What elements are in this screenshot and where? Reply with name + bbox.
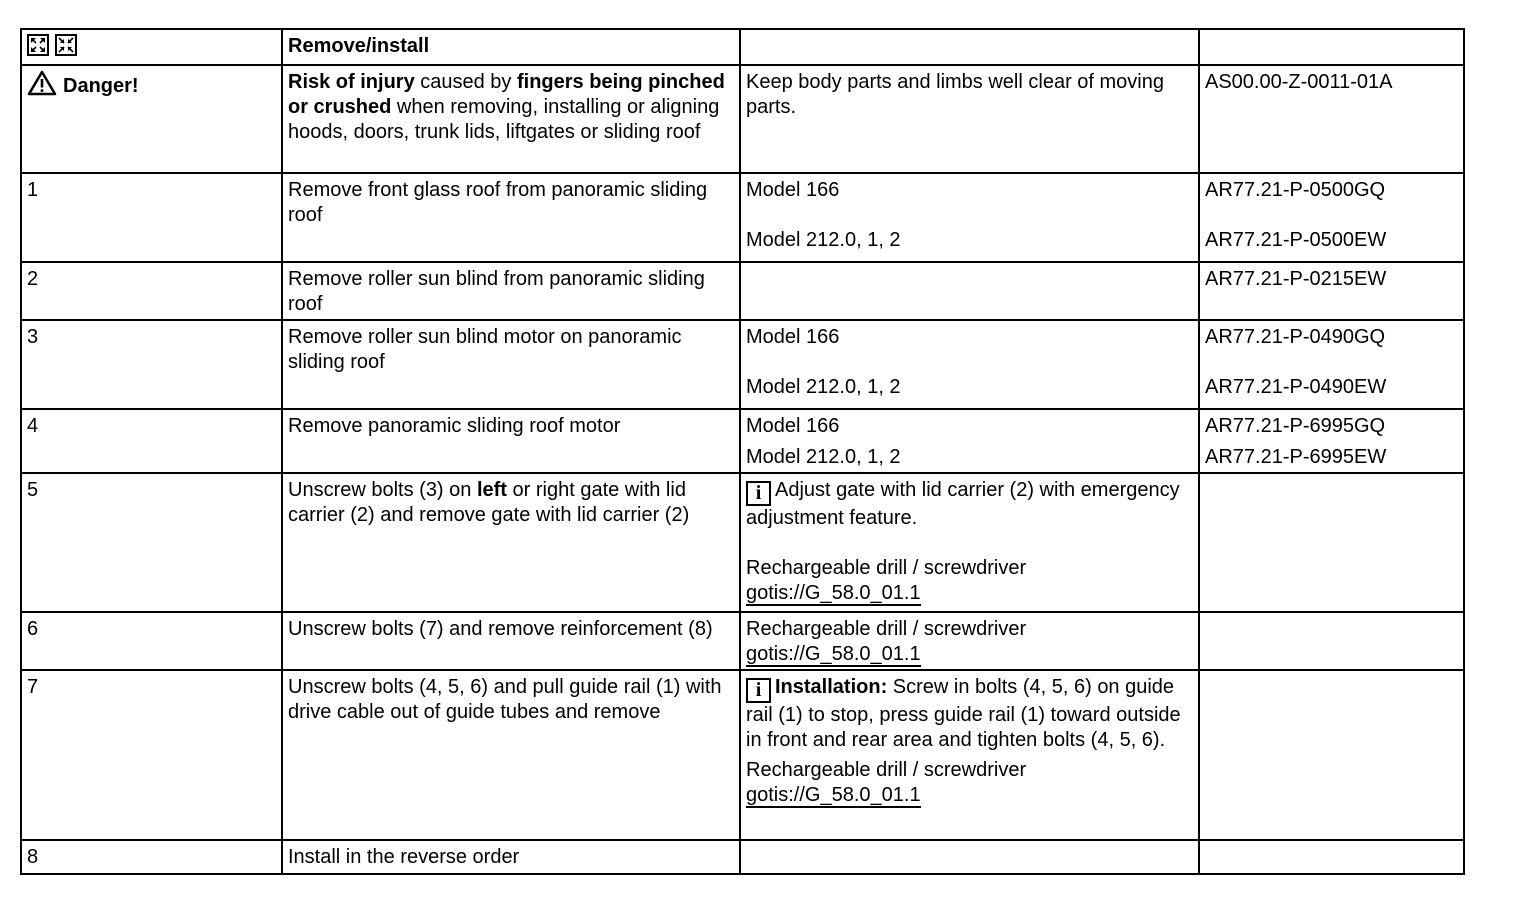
header-icons-cell [21, 29, 282, 65]
step-text: Remove panoramic sliding roof motor [282, 409, 740, 473]
step-ref-link[interactable]: AR77.21-P-0500EW [1205, 229, 1387, 251]
expand-icon[interactable] [27, 34, 49, 56]
header-empty-cell [1199, 29, 1464, 65]
table-row [21, 670, 1464, 840]
step-number: 8 [21, 840, 282, 874]
step-note-cell [740, 320, 1199, 409]
step-number: 6 [21, 612, 282, 670]
step-ref-link[interactable]: AR77.21-P-6995GQ [1205, 415, 1386, 437]
step-note-cell [740, 840, 1199, 874]
step-number: 7 [21, 670, 282, 840]
danger-text: caused by [414, 71, 517, 93]
danger-ref: AS00.00-Z-0011-01A [1199, 65, 1464, 173]
danger-label: Danger! [63, 75, 139, 97]
step-ref-cell [1199, 670, 1464, 840]
step-text: Remove roller sun blind motor on panoramic sliding roof [282, 320, 740, 409]
step-note: Model 166 [746, 179, 840, 201]
step-ref-link[interactable]: AR77.21-P-0490EW [1205, 376, 1387, 398]
step-number: 3 [21, 320, 282, 409]
step-note: Model 212.0, 1, 2 [746, 446, 901, 468]
table-row [21, 612, 1464, 670]
table-row [21, 840, 1464, 874]
step-note-cell [740, 473, 1199, 612]
procedure-table [20, 28, 1465, 875]
header-title: Remove/install [282, 29, 740, 65]
header-row [21, 29, 1464, 65]
step-note: Model 212.0, 1, 2 [746, 229, 901, 251]
step-ref-cell [1199, 473, 1464, 612]
tool-link[interactable]: gotis://G_58.0_01.1 [746, 643, 921, 665]
danger-row [21, 65, 1464, 173]
step-note-cell [740, 612, 1199, 670]
tool-name: Rechargeable drill / screwdriver [746, 557, 1027, 579]
step-ref-cell [1199, 173, 1464, 262]
table-row [21, 262, 1464, 320]
step-ref-cell [1199, 262, 1464, 320]
info-icon: i [746, 481, 771, 506]
step-text: or right gate with lid carrier (2) and remove gate with lid carrier (2) [288, 479, 690, 526]
step-ref-cell [1199, 409, 1464, 473]
table-row [21, 409, 1464, 473]
table-row [21, 173, 1464, 262]
danger-label-cell [21, 65, 282, 173]
danger-text: when removing, installing or aligning hoods, doors, trunk lids, liftgates or sliding roof [288, 96, 720, 143]
step-ref-link[interactable]: AR77.21-P-0500GQ [1205, 179, 1386, 201]
step-ref-link[interactable]: AR77.21-P-0215EW [1205, 268, 1387, 290]
step-note: Model 166 [746, 326, 840, 348]
step-number: 1 [21, 173, 282, 262]
step-text: Remove front glass roof from panoramic sliding roof [282, 173, 740, 262]
step-number: 2 [21, 262, 282, 320]
danger-text-bold: Risk of injury [288, 71, 415, 93]
info-note: Adjust gate with lid carrier (2) with emergency adjustment feature. [746, 479, 1180, 529]
step-text: Unscrew bolts (7) and remove reinforcement (8) [282, 612, 740, 670]
tool-link[interactable]: gotis://G_58.0_01.1 [746, 582, 921, 604]
header-empty-cell [740, 29, 1199, 65]
step-number: 5 [21, 473, 282, 612]
tool-name: Rechargeable drill / screwdriver [746, 759, 1027, 781]
info-label: Installation: [775, 676, 888, 698]
danger-text-bold: fingers being pinched or crushed [288, 71, 725, 118]
step-ref-cell [1199, 840, 1464, 874]
table-row [21, 473, 1464, 612]
step-note-cell [740, 670, 1199, 840]
step-text-bold: left [476, 479, 507, 501]
step-text: Unscrew bolts (4, 5, 6) and pull guide rail (1) with drive cable out of guide tubes and remove [282, 670, 740, 840]
step-text-cell [282, 473, 740, 612]
step-note-cell [740, 409, 1199, 473]
tool-name: Rechargeable drill / screwdriver [746, 618, 1027, 640]
step-note: Model 166 [746, 415, 840, 437]
danger-text-cell [282, 65, 740, 173]
warning-triangle-icon [27, 70, 57, 103]
step-text: Install in the reverse order [282, 840, 740, 874]
collapse-icon[interactable] [55, 34, 77, 56]
table-row [21, 320, 1464, 409]
step-ref-link[interactable]: AR77.21-P-0490GQ [1205, 326, 1386, 348]
tool-link[interactable]: gotis://G_58.0_01.1 [746, 784, 921, 806]
step-text: Unscrew bolts (3) on [288, 479, 477, 501]
info-icon: i [746, 678, 771, 703]
step-ref-cell [1199, 612, 1464, 670]
danger-note: Keep body parts and limbs well clear of moving parts. [740, 65, 1199, 173]
step-note: Model 212.0, 1, 2 [746, 376, 901, 398]
step-note-cell [740, 173, 1199, 262]
step-note-cell [740, 262, 1199, 320]
info-note: Screw in bolts (4, 5, 6) on guide rail (1) to stop, press guide rail (1) toward outside in front and rear area and tighten bolts (4, 5, 6). [746, 676, 1181, 751]
step-number: 4 [21, 409, 282, 473]
step-ref-link[interactable]: AR77.21-P-6995EW [1205, 446, 1387, 468]
step-text: Remove roller sun blind from panoramic sliding roof [282, 262, 740, 320]
step-ref-cell [1199, 320, 1464, 409]
